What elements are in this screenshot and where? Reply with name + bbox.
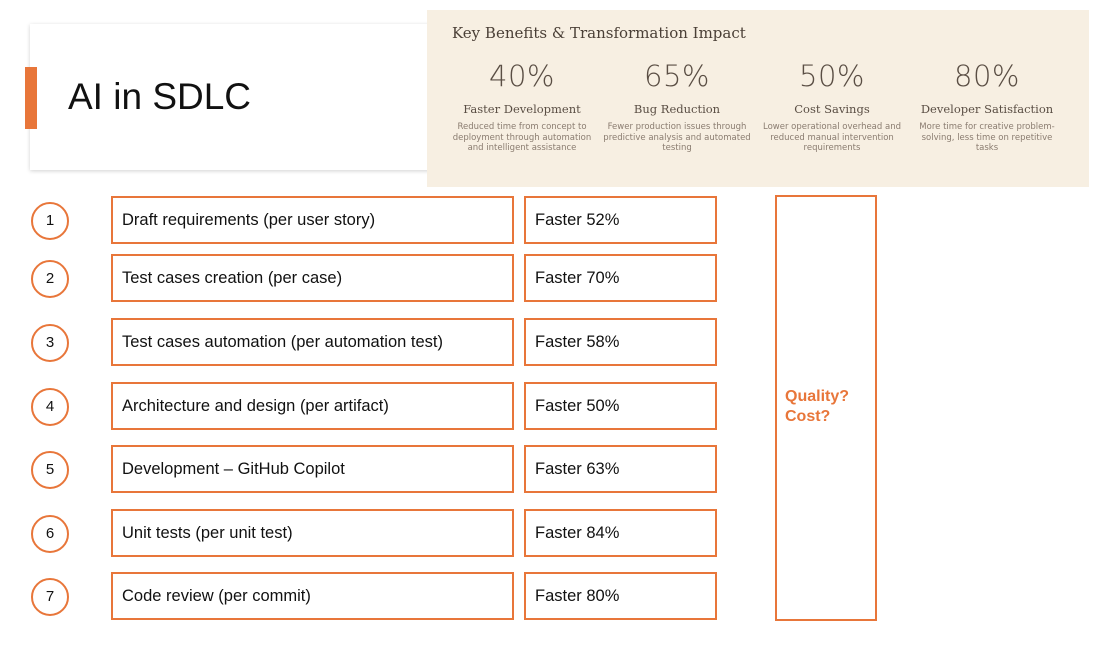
- speed-box: Faster 80%: [524, 572, 717, 620]
- benefit-label: Cost Savings: [794, 102, 870, 116]
- benefit-percent: 65%: [644, 59, 710, 93]
- step-number-badge: 7: [31, 578, 69, 616]
- step-number-badge: 2: [31, 260, 69, 298]
- task-box: Test cases creation (per case): [111, 254, 514, 302]
- speed-box: Faster 63%: [524, 445, 717, 493]
- benefit-description: More time for creative problem-solving, less time on repetitive tasks: [919, 122, 1055, 153]
- benefit-faster-development: [442, 58, 602, 154]
- step-number-badge: 6: [31, 515, 69, 553]
- speed-box: Faster 84%: [524, 509, 717, 557]
- quality-cost-note: [785, 387, 849, 427]
- benefit-percent: 40%: [489, 59, 555, 93]
- step-number-badge: 4: [31, 388, 69, 426]
- sdlc-row-6: [0, 507, 760, 559]
- sdlc-row-5: [0, 443, 760, 495]
- benefit-label: Bug Reduction: [633, 102, 721, 116]
- speed-box: Faster 52%: [524, 196, 717, 244]
- sdlc-row-3: [0, 316, 760, 368]
- task-box: Draft requirements (per user story): [111, 196, 514, 244]
- task-box: Unit tests (per unit test): [111, 509, 514, 557]
- task-box: Architecture and design (per artifact): [111, 382, 514, 430]
- benefit-developer-satisfaction: [907, 58, 1067, 154]
- slide-title: AI in SDLC: [68, 76, 252, 117]
- benefit-percent: 50%: [799, 59, 865, 93]
- sdlc-row-1: [0, 194, 760, 246]
- benefits-heading: Key Benefits & Transformation Impact: [452, 24, 746, 42]
- benefit-percent: 80%: [954, 59, 1020, 93]
- quality-cost-box: [775, 195, 877, 621]
- sdlc-row-2: [0, 252, 760, 304]
- step-number-badge: 5: [31, 451, 69, 489]
- benefit-cost-savings: [752, 58, 912, 154]
- task-box: Test cases automation (per automation test): [111, 318, 514, 366]
- benefits-panel: [427, 10, 1089, 187]
- speed-box: Faster 58%: [524, 318, 717, 366]
- quality-question: Quality?: [785, 388, 850, 405]
- benefit-label: Developer Satisfaction: [920, 102, 1054, 116]
- speed-box: Faster 70%: [524, 254, 717, 302]
- benefit-description: Reduced time from concept to deployment through automation and intelligent assistance: [452, 122, 592, 153]
- benefit-description: Fewer production issues through predictive analysis and automated testing: [603, 122, 751, 153]
- benefit-description: Lower operational overhead and reduced manual intervention requirements: [763, 122, 901, 153]
- task-box: Code review (per commit): [111, 572, 514, 620]
- benefit-label: Faster Development: [463, 102, 581, 116]
- speed-box: Faster 50%: [524, 382, 717, 430]
- step-number-badge: 3: [31, 324, 69, 362]
- step-number-badge: 1: [31, 202, 69, 240]
- title-accent-bar: [25, 67, 37, 129]
- sdlc-row-7: [0, 570, 760, 622]
- sdlc-row-4: [0, 380, 760, 432]
- benefit-bug-reduction: [597, 58, 757, 154]
- cost-question: Cost?: [785, 408, 831, 425]
- task-box: Development – GitHub Copilot: [111, 445, 514, 493]
